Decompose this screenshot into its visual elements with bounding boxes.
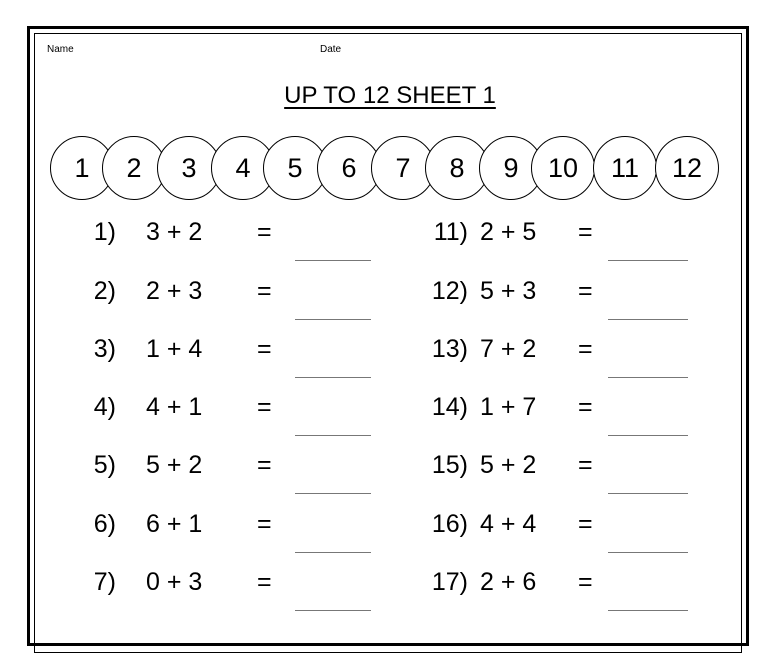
right-problem-expression: 2 + 5 (480, 218, 537, 246)
right-answer-line[interactable] (608, 435, 688, 436)
left-problem-number: 2) (93, 277, 116, 305)
number-circle: 5 (263, 136, 327, 200)
right-equals-sign: = (578, 568, 593, 596)
right-answer-line[interactable] (608, 610, 688, 611)
left-problem-number: 3) (93, 335, 116, 363)
right-problem-number: 12) (431, 277, 468, 305)
left-equals-sign: = (257, 335, 272, 363)
left-answer-line[interactable] (295, 493, 371, 494)
left-problem-number: 1) (93, 218, 116, 246)
left-problem-expression: 1 + 4 (146, 335, 203, 363)
left-problem-number: 7) (93, 568, 116, 596)
left-equals-sign: = (257, 277, 272, 305)
left-answer-line[interactable] (295, 552, 371, 553)
number-circle: 11 (593, 136, 657, 200)
number-circle: 9 (479, 136, 543, 200)
number-line (0, 0, 780, 200)
left-problem-number: 6) (93, 510, 116, 538)
number-circle: 12 (655, 136, 719, 200)
right-problem-expression: 1 + 7 (480, 393, 537, 421)
left-problem-expression: 5 + 2 (146, 451, 203, 479)
left-answer-line[interactable] (295, 319, 371, 320)
number-circle: 3 (157, 136, 221, 200)
left-problem-expression: 6 + 1 (146, 510, 203, 538)
number-circle: 4 (211, 136, 275, 200)
right-problem-number: 13) (431, 335, 468, 363)
left-answer-line[interactable] (295, 377, 371, 378)
right-problem-expression: 4 + 4 (480, 510, 537, 538)
number-circle: 2 (102, 136, 166, 200)
left-answer-line[interactable] (295, 610, 371, 611)
left-answer-line[interactable] (295, 260, 371, 261)
number-circle: 7 (371, 136, 435, 200)
right-problem-number: 15) (431, 451, 468, 479)
left-problem-expression: 4 + 1 (146, 393, 203, 421)
left-problem-number: 4) (93, 393, 116, 421)
left-equals-sign: = (257, 218, 272, 246)
title-text: UP TO 12 SHEET 1 (284, 82, 496, 109)
left-problem-expression: 3 + 2 (146, 218, 203, 246)
name-label: Name (47, 44, 74, 55)
right-answer-line[interactable] (608, 552, 688, 553)
right-problem-expression: 5 + 2 (480, 451, 537, 479)
right-problem-number: 11) (433, 218, 468, 246)
right-equals-sign: = (578, 393, 593, 421)
left-equals-sign: = (257, 510, 272, 538)
left-equals-sign: = (257, 568, 272, 596)
right-equals-sign: = (578, 277, 593, 305)
right-answer-line[interactable] (608, 260, 688, 261)
left-problem-number: 5) (93, 451, 116, 479)
right-problem-expression: 2 + 6 (480, 568, 537, 596)
left-equals-sign: = (257, 393, 272, 421)
right-problem-number: 17) (431, 568, 468, 596)
left-equals-sign: = (257, 451, 272, 479)
right-answer-line[interactable] (608, 493, 688, 494)
number-circle: 1 (50, 136, 114, 200)
right-equals-sign: = (578, 335, 593, 363)
right-answer-line[interactable] (608, 377, 688, 378)
right-equals-sign: = (578, 218, 593, 246)
number-circle: 8 (425, 136, 489, 200)
right-equals-sign: = (578, 510, 593, 538)
right-answer-line[interactable] (608, 319, 688, 320)
right-equals-sign: = (578, 451, 593, 479)
left-answer-line[interactable] (295, 435, 371, 436)
number-circle: 10 (531, 136, 595, 200)
date-label: Date (320, 44, 342, 55)
right-problem-expression: 7 + 2 (480, 335, 537, 363)
right-problem-expression: 5 + 3 (480, 277, 537, 305)
right-problem-number: 16) (431, 510, 468, 538)
right-problem-number: 14) (431, 393, 468, 421)
left-problem-expression: 2 + 3 (146, 277, 203, 305)
number-circle: 6 (317, 136, 381, 200)
left-problem-expression: 0 + 3 (146, 568, 203, 596)
